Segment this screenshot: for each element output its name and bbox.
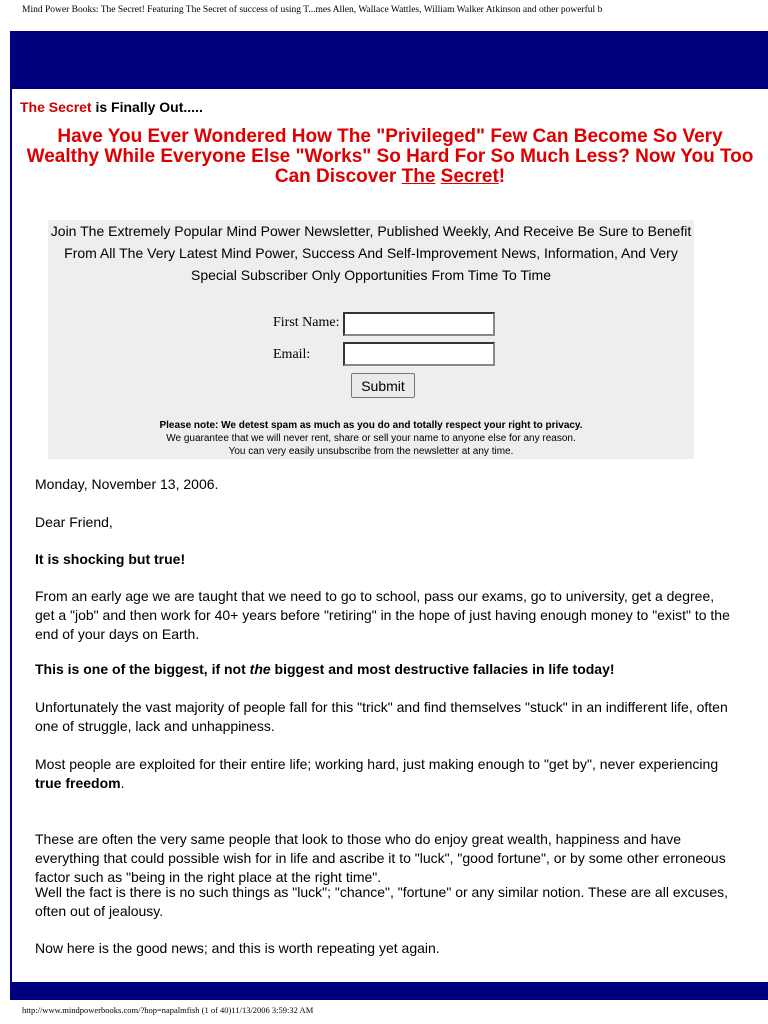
newsletter-signup-box <box>48 220 694 459</box>
first-name-label: First Name: <box>273 315 340 330</box>
privacy-note-line2: We guarantee that we will never rent, share or sell your name to anyone else for any reason. <box>166 433 576 444</box>
privacy-note <box>48 419 694 458</box>
intro-rest: is Finally Out..... <box>91 99 203 115</box>
headline-text: Have You Ever Wondered How The "Privileged" Few Can Become So Very Wealthy While Everyone Else "Works" So Hard For So Much Less? Now You Too Can Discover <box>26 126 754 187</box>
paragraph-good-news: Now here is the good news; and this is worth repeating yet again. <box>35 940 440 956</box>
paragraph-early-age: From an early age we are taught that we need to go to school, pass our exams, go to university, get a degree, get a "job" and then work for 40+ years before "retiring" in the hope of just having enough money to "exist" to the end of your days on Earth. <box>35 588 730 642</box>
intro-the-secret: The Secret <box>20 99 92 115</box>
headline-secret: Secret <box>440 166 499 187</box>
true-freedom: true freedom <box>35 775 121 791</box>
signup-description: Join The Extremely Popular Mind Power Newsletter, Published Weekly, And Receive Be Sure to Benefit From All The Very Latest Mind Power, Success And Self-Improvement News, Information, And Very Special Subscriber Only Opportunities From Time To Time <box>50 223 692 283</box>
email-label: Email: <box>273 347 311 362</box>
print-footer: http://www.mindpowerbooks.com/?hop=napalmfish (1 of 40)11/13/2006 3:59:32 AM <box>22 1005 314 1015</box>
paragraph-luck: Well the fact is there is no such things as "luck"; "chance", "fortune" or any similar notion. These are all excuses, often out of jealousy. <box>35 884 729 919</box>
intro-line <box>20 99 203 115</box>
paragraph-trick: Unfortunately the vast majority of people fall for this "trick" and find themselves "stuck" in an indifferent life, often one of struggle, lack and unhappiness. <box>35 699 728 734</box>
headline-the: The <box>401 166 436 187</box>
privacy-note-line3: You can very easily unsubscribe from the newsletter at any time. <box>228 446 514 457</box>
print-header: Mind Power Books: The Secret! Featuring The Secret of success of using T...mes Allen, Wallace Wattles, William Walker Atkinson and other powerful b <box>22 5 603 15</box>
letter-shocking: It is shocking but true! <box>35 551 186 567</box>
headline: Have You Ever Wondered How The "Privileged" Few Can Become So Very Wealthy While Everyone Else "Works" So Hard For So Much Less? Now You Too Can Discover The Secret! <box>26 126 754 187</box>
first-name-input[interactable] <box>343 312 495 336</box>
letter-greeting: Dear Friend, <box>35 514 113 530</box>
paragraph-same-people: These are often the very same people that look to those who do enjoy great wealth, happiness and have everything that could possible wish for in life and ascribe it to "luck", "good fortune", or by some other erroneous factor such as "being in the right place at the right time". <box>35 831 726 885</box>
main-content <box>12 89 768 982</box>
paragraph-fallacy: This is one of the biggest, if not the biggest and most destructive fallacies in life today! <box>35 661 615 677</box>
paragraph-exploited: Most people are exploited for their entire life; working hard, just making enough to "get by", never experiencing true freedom. <box>35 756 719 791</box>
privacy-note-bold: Please note: We detest spam as much as you do and totally respect your right to privacy. <box>159 420 583 431</box>
submit-button[interactable]: Submit <box>351 373 415 398</box>
letter-date: Monday, November 13, 2006. <box>35 476 219 492</box>
email-input[interactable] <box>343 342 495 366</box>
